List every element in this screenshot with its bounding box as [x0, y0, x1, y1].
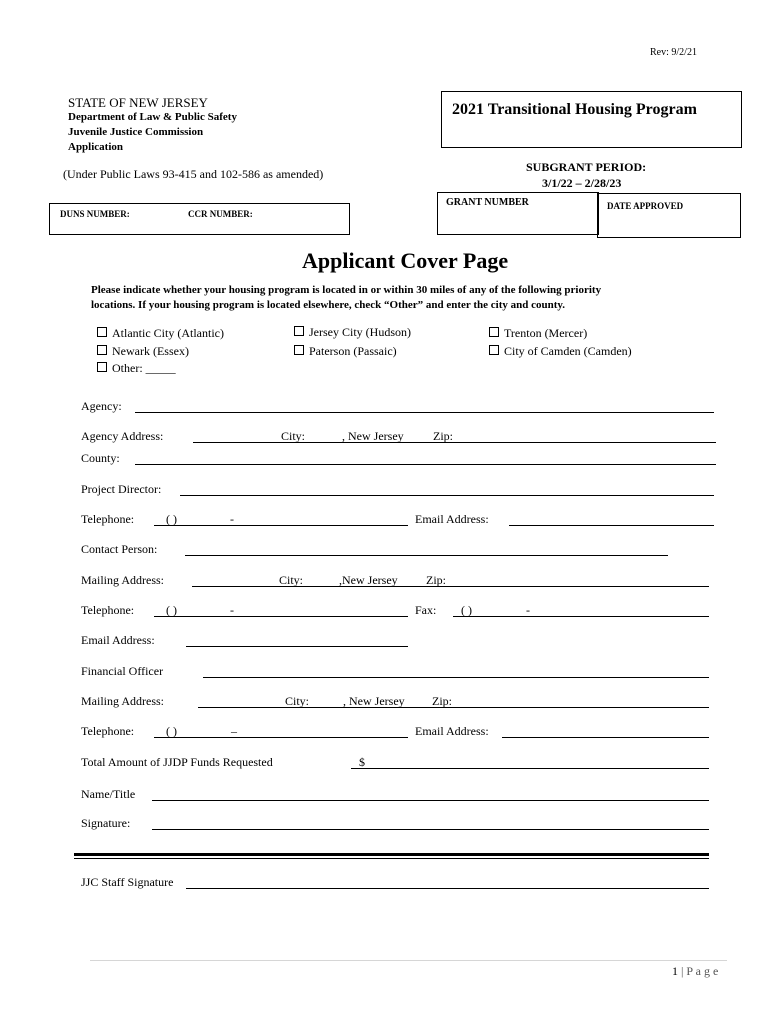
checkbox-icon[interactable] — [97, 345, 107, 355]
financial-state-label: , New Jersey — [343, 694, 405, 708]
contact-telephone-label: Telephone: — [81, 603, 135, 617]
page-number-value: 1 — [672, 964, 678, 978]
fax-input-line[interactable] — [453, 616, 709, 617]
contact-person-input-line[interactable] — [185, 555, 668, 556]
fax-area-code: ( ) — [461, 603, 472, 617]
commission-name: Juvenile Justice Commission — [68, 126, 204, 138]
contact-city-label: City: — [279, 573, 304, 587]
agency-input-line[interactable] — [135, 412, 714, 413]
jjc-staff-signature-label: JJC Staff Signature — [81, 875, 174, 889]
contact-telephone-input-line[interactable] — [154, 616, 408, 617]
director-email-label: Email Address: — [415, 512, 489, 526]
financial-city-label: City: — [285, 694, 310, 708]
checkbox-icon[interactable] — [97, 327, 107, 337]
state-name: STATE OF NEW JERSEY — [68, 95, 208, 110]
revision-date: Rev: 9/2/21 — [650, 47, 697, 58]
instructions-line-1: Please indicate whether your housing program is located in or within 30 miles of any of the following priority — [91, 284, 602, 296]
checkbox-icon[interactable] — [97, 362, 107, 372]
location-option-camden[interactable]: City of Camden (Camden) — [489, 344, 632, 359]
financial-phone-area-code: ( ) — [166, 724, 177, 738]
application-label: Application — [68, 141, 124, 153]
county-label: County: — [81, 451, 120, 465]
financial-officer-input-line[interactable] — [203, 677, 709, 678]
location-option-atlantic[interactable]: Atlantic City (Atlantic) — [97, 326, 224, 341]
section-divider-thick — [74, 853, 709, 856]
signature-label: Signature: — [81, 816, 131, 830]
program-title: 2021 Transitional Housing Program — [452, 101, 697, 118]
director-phone-dash: - — [230, 512, 234, 526]
director-telephone-input-line[interactable] — [154, 525, 408, 526]
financial-email-label: Email Address: — [415, 724, 489, 738]
duns-number-label: DUNS NUMBER: — [60, 209, 130, 219]
project-director-input-line[interactable] — [180, 495, 714, 496]
financial-telephone-input-line[interactable] — [154, 737, 408, 738]
financial-telephone-label: Telephone: — [81, 724, 135, 738]
financial-zip-label: Zip: — [432, 694, 452, 708]
subgrant-period-dates: 3/1/22 – 2/28/23 — [542, 176, 622, 190]
financial-mailing-address-input-line[interactable] — [198, 707, 709, 708]
total-amount-input-line[interactable] — [351, 768, 709, 769]
checkbox-icon[interactable] — [294, 345, 304, 355]
fax-label: Fax: — [415, 603, 437, 617]
location-option-trenton[interactable]: Trenton (Mercer) — [489, 326, 587, 341]
page-title: Applicant Cover Page — [302, 248, 509, 273]
contact-person-label: Contact Person: — [81, 542, 158, 556]
page-word: | P a g e — [681, 964, 719, 978]
program-title-box — [441, 91, 742, 148]
contact-zip-label: Zip: — [426, 573, 446, 587]
instructions-line-2: locations. If your housing program is located elsewhere, check “Other” and enter the city and county. — [91, 299, 566, 311]
financial-phone-dash: – — [231, 724, 237, 738]
public-laws-note: (Under Public Laws 93-415 and 102-586 as amended) — [63, 167, 324, 181]
date-approved-box[interactable] — [597, 193, 741, 238]
county-input-line[interactable] — [135, 464, 716, 465]
contact-email-input-line[interactable] — [186, 646, 408, 647]
agency-label: Agency: — [81, 399, 122, 413]
grant-number-label: GRANT NUMBER — [446, 197, 529, 208]
director-phone-area-code: ( ) — [166, 512, 177, 526]
contact-phone-area-code: ( ) — [166, 603, 177, 617]
location-option-other[interactable]: Other: _____ — [97, 361, 176, 376]
jjc-staff-signature-input-line[interactable] — [186, 888, 709, 889]
agency-zip-label: Zip: — [433, 429, 453, 443]
agency-address-input-line[interactable] — [193, 442, 716, 443]
financial-email-input-line[interactable] — [502, 737, 709, 738]
contact-state-label: ,New Jersey — [339, 573, 398, 587]
director-email-input-line[interactable] — [509, 525, 714, 526]
name-title-label: Name/Title — [81, 787, 136, 801]
location-option-jersey-city[interactable]: Jersey City (Hudson) — [294, 325, 411, 340]
financial-mailing-address-label: Mailing Address: — [81, 694, 164, 708]
department-name: Department of Law & Public Safety — [68, 111, 237, 123]
section-divider-thin — [74, 858, 709, 859]
checkbox-icon[interactable] — [489, 327, 499, 337]
location-option-newark[interactable]: Newark (Essex) — [97, 344, 189, 359]
signature-input-line[interactable] — [152, 829, 709, 830]
financial-officer-label: Financial Officer — [81, 664, 164, 678]
checkbox-icon[interactable] — [294, 326, 304, 336]
agency-city-label: City: — [281, 429, 306, 443]
ccr-number-label: CCR NUMBER: — [188, 209, 253, 219]
agency-address-label: Agency Address: — [81, 429, 164, 443]
contact-phone-dash: - — [230, 603, 234, 617]
project-director-label: Project Director: — [81, 482, 162, 496]
contact-mailing-address-label: Mailing Address: — [81, 573, 164, 587]
dollar-sign: $ — [359, 755, 365, 769]
fax-dash: - — [526, 603, 530, 617]
page-number — [672, 964, 718, 979]
duns-ccr-box[interactable] — [49, 203, 350, 235]
total-amount-label: Total Amount of JJDP Funds Requested — [81, 755, 273, 769]
contact-mailing-address-input-line[interactable] — [192, 586, 709, 587]
location-option-paterson[interactable]: Paterson (Passaic) — [294, 344, 397, 359]
subgrant-period-label: SUBGRANT PERIOD: — [526, 160, 647, 174]
agency-state-label: , New Jersey — [342, 429, 404, 443]
footer-rule — [90, 960, 727, 961]
date-approved-label: DATE APPROVED — [607, 201, 684, 211]
contact-email-label: Email Address: — [81, 633, 155, 647]
checkbox-icon[interactable] — [489, 345, 499, 355]
name-title-input-line[interactable] — [152, 800, 709, 801]
director-telephone-label: Telephone: — [81, 512, 135, 526]
